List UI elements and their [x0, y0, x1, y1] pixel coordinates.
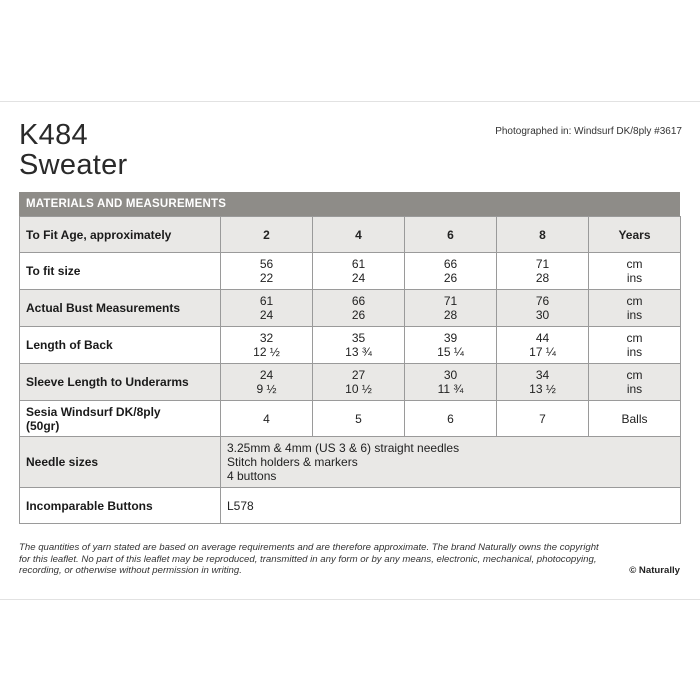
row-label: Incomparable Buttons — [20, 488, 221, 524]
unit-cell: cm ins — [589, 327, 681, 364]
row-label: Sesia Windsurf DK/8ply (50gr) — [20, 401, 221, 437]
table-row-buttons — [20, 488, 681, 524]
materials-table — [19, 216, 681, 524]
age-cell: 2 — [221, 217, 313, 253]
unit-cell: cm ins — [589, 290, 681, 327]
table-row-bust — [20, 290, 681, 327]
pattern-name: Sweater — [19, 149, 128, 181]
age-cell: 6 — [405, 217, 497, 253]
row-label: To fit size — [20, 253, 221, 290]
table-row-yarn — [20, 401, 681, 437]
value-cell: 4 — [221, 401, 313, 437]
needles-value: 3.25mm & 4mm (US 3 & 6) straight needles Stitch holders & markers 4 buttons — [221, 437, 681, 488]
value-cell: 27 10 ½ — [313, 364, 405, 401]
copyright-mark: © Naturally — [629, 565, 680, 576]
value-cell: 6 — [405, 401, 497, 437]
row-label: To Fit Age, approximately — [20, 217, 221, 253]
materials-table-container — [19, 192, 680, 524]
value-cell: 44 17 ¼ — [497, 327, 589, 364]
value-cell: 7 — [497, 401, 589, 437]
pattern-code: K484 — [19, 119, 88, 151]
row-label: Length of Back — [20, 327, 221, 364]
unit-cell: cm ins — [589, 364, 681, 401]
unit-cell: Years — [589, 217, 681, 253]
unit-cell: cm ins — [589, 253, 681, 290]
row-label: Needle sizes — [20, 437, 221, 488]
value-cell: 71 28 — [497, 253, 589, 290]
value-cell: 35 13 ¾ — [313, 327, 405, 364]
copyright-notice: The quantities of yarn stated are based on average requirements and are therefore approximate. The brand Naturally owns the copyright for this leaflet. No part of this leaflet may be reproduced, transmitted in any form or by any means, electronic, mechanical, photocopying, recording, or otherwise without permission in writing. — [19, 542, 599, 576]
row-label: Actual Bust Measurements — [20, 290, 221, 327]
value-cell: 76 30 — [497, 290, 589, 327]
value-cell: 34 13 ½ — [497, 364, 589, 401]
table-row-sleeve-length — [20, 364, 681, 401]
age-cell: 4 — [313, 217, 405, 253]
table-row-age — [20, 217, 681, 253]
photographed-in-note: Photographed in: Windsurf DK/8ply #3617 — [495, 126, 682, 137]
pattern-sheet — [0, 101, 700, 600]
value-cell: 56 22 — [221, 253, 313, 290]
value-cell: 66 26 — [405, 253, 497, 290]
table-row-back-length — [20, 327, 681, 364]
row-label: Sleeve Length to Underarms — [20, 364, 221, 401]
value-cell: 61 24 — [221, 290, 313, 327]
table-row-fit-size — [20, 253, 681, 290]
value-cell: 24 9 ½ — [221, 364, 313, 401]
value-cell: 61 24 — [313, 253, 405, 290]
value-cell: 39 15 ¼ — [405, 327, 497, 364]
unit-cell: Balls — [589, 401, 681, 437]
value-cell: 66 26 — [313, 290, 405, 327]
value-cell: 71 28 — [405, 290, 497, 327]
value-cell: 5 — [313, 401, 405, 437]
buttons-value: L578 — [221, 488, 681, 524]
value-cell: 30 11 ¾ — [405, 364, 497, 401]
table-row-needles — [20, 437, 681, 488]
value-cell: 32 12 ½ — [221, 327, 313, 364]
age-cell: 8 — [497, 217, 589, 253]
section-title: MATERIALS AND MEASUREMENTS — [19, 192, 680, 216]
